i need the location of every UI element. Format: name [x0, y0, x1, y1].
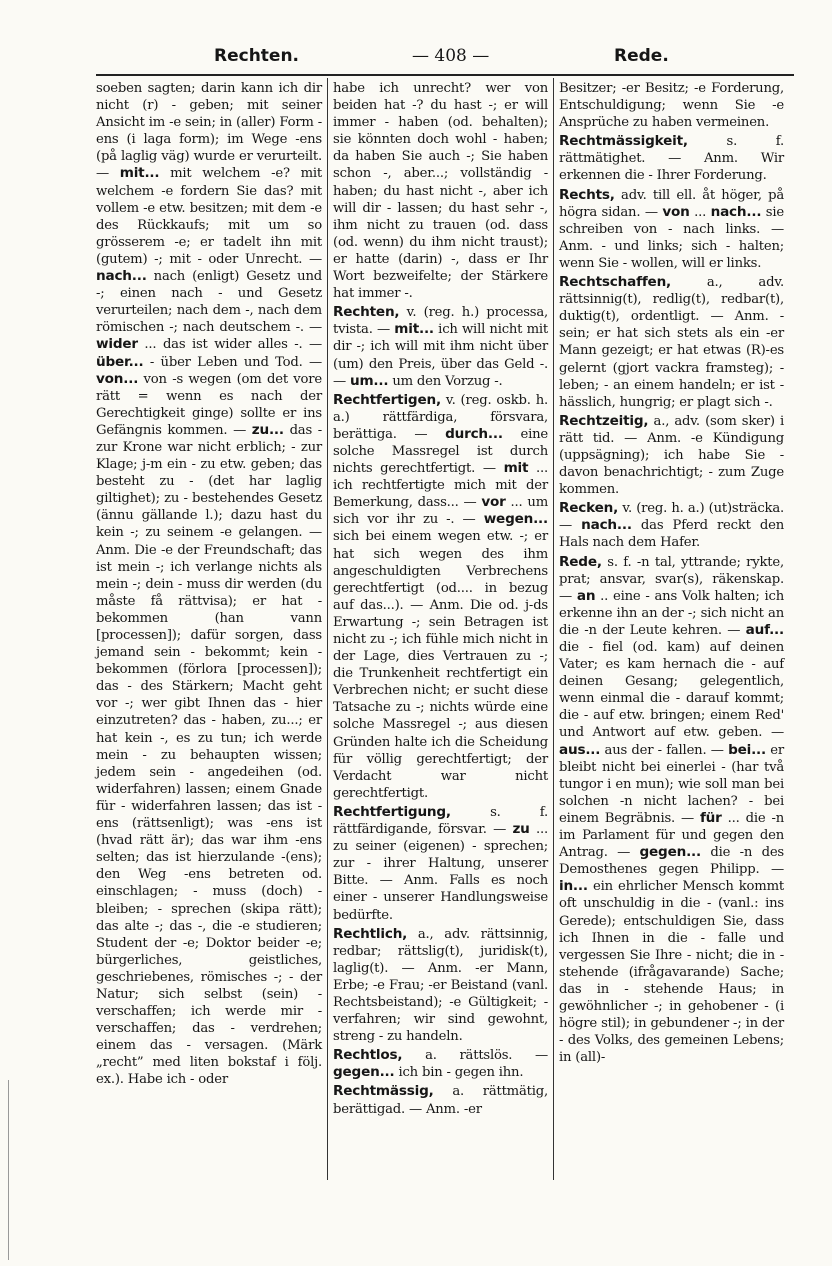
- preposition-keyword: nach...: [581, 517, 632, 534]
- body-text: ... zu seiner (eigenen) - sprechen; zur - ihrer Haltung, unserer Bitte. — Anm. Falls es noch einer - unserer Handlungsweise bedürfte.: [333, 822, 548, 923]
- dictionary-entry: [333, 926, 548, 1046]
- headword: Rechtfertigen,: [333, 391, 441, 408]
- definition-text: a., adv. rättsinnig, redbar; rättslig(t), juridisk(t), laglig(t). — Anm. -er Mann, Erbe; -e Frau; -er Beistand (vanl. Rechtsbeistand); -e Gültigkeit; - verfahren; wir sind gewohnt, streng - zu handeln.: [333, 926, 548, 1045]
- preposition-keyword: wegen...: [483, 511, 548, 528]
- header-right-word: Rede.: [614, 46, 669, 66]
- headword: Rechtmässigkeit,: [559, 133, 688, 150]
- body-text: nach (enligt) Gesetz und -; einen nach - und Gesetz verurteilen; nach dem -, nach dem römischen -; nach deutschem -. —: [96, 269, 322, 336]
- preposition-keyword: an: [576, 587, 596, 604]
- body-text: soeben sagten; darin kann ich dir nicht (r) - geben; mit seiner Ansicht im -e sein; in (aller) Form -ens (i laga form); im Wege -ens (på laglig väg) wurde er verurteilt. —: [96, 81, 322, 182]
- preposition-keyword: mit...: [119, 165, 160, 182]
- definition-text: adv. till ell. åt höger, på högra sidan. —: [559, 187, 784, 220]
- preposition-keyword: um...: [349, 372, 389, 389]
- body-text: er bleibt nicht bei einerlei - (har två tungor i en mun); wie soll man bei solchen -n nicht lachen? - bei einem Begräbnis. —: [559, 742, 785, 826]
- headword: Rechtfertigung,: [333, 803, 451, 820]
- headword: Recken,: [559, 500, 619, 517]
- body-text: ... die -n im Parlament für und gegen den Antrag. —: [559, 810, 784, 861]
- body-text: ich will nicht mit dir -; ich will mit ihm nicht über (um) den Preis, über das Geld -. —: [333, 322, 548, 389]
- definition-text: a. rättslös. —: [402, 1048, 548, 1064]
- entry-paragraph: [333, 80, 548, 302]
- preposition-keyword: bei...: [728, 741, 766, 758]
- preposition-keyword: in...: [559, 878, 588, 895]
- preposition-keyword: zu: [512, 821, 530, 838]
- body-text: ... das ist wider alles -. —: [137, 337, 322, 353]
- body-text: das - zur Krone war nicht erblich; - zur Klage; j-m ein - zu etw. geben; das besteht zu - (det har laglig giltighet); zu - bestehendes Gesetz (ännu gällande l.); dazu hast du kein -; zu seinem -e gelangen. — Anm. Die -e der Freundschaft; das ist mein -; ich verlange nichts als mein -; dein - muss dir werden (du måste få rättvisa); er hat - bekommen (han vann [processen]); dafür sorgen, dass jemand sein - bekommt; kein - bekommen (förlora [processen]); das - des Stärkern; Macht geht vor -; wer gibt Ihnen das - hier einzutreten? das - haben, zu...; er hat kein -, es zu tun; ich werde mein - zu behaupten wissen; jedem sein - angedeihen (od. widerfahren) lassen; einem Gnade für - widerfahren lassen; das ist -ens (rättsenligt); was -ens ist (hvad rätt är); das war ihm -ens selten; das ist hierzulande -(ens); den Weg -ens betreten od. einschlagen; - muss (doch) - bleiben; - sprechen (skipa rätt); das alte -; das -, die -e studieren; Student der -e; Doktor beider -e; bürgerliches, geistliches, geschriebenes, römisches -; - der Natur; sich selbst (sein) - verschaffen; ich werde mir - verschaffen; das - verdrehen; einem das - versagen.: [96, 422, 322, 1054]
- header-left-word: Rechten.: [214, 46, 300, 66]
- headword: Rede,: [559, 553, 602, 570]
- dictionary-entry: [559, 133, 784, 184]
- body-text: mit welchem -e? mit welchem -e fordern Sie das? mit vollem -e etw. besitzen; mit dem -e des Rückkaufs; mit um so grösserem -e; er tadelt ihn mit (gutem) -; mit - oder Unrecht. —: [96, 166, 322, 267]
- column-divider-2: [553, 78, 554, 1180]
- preposition-keyword: wider: [96, 336, 138, 353]
- headword: Rechtlich,: [333, 925, 408, 942]
- preposition-keyword: über...: [96, 353, 144, 370]
- body-text: sie schreiben von - nach links. — Anm. - und links; sich - halten; wenn Sie - wollen, will er links.: [559, 204, 784, 271]
- body-text: von -s wegen (om det vore rätt = wenn es nach der Gerechtigkeit ginge) sollte er ins Gefängnis kommen. —: [96, 371, 322, 438]
- dictionary-entry: [333, 392, 548, 802]
- body-text: .. eine - ans Volk halten; ich erkenne ihn an der -; sich nicht an die -n der Leute kehren. —: [559, 588, 784, 638]
- entry-paragraph: [559, 80, 784, 131]
- dictionary-entry: [333, 304, 548, 389]
- headword: Rechten,: [333, 304, 400, 321]
- definition-text: s. f. -n tal, yttrande; rykte, prat; ansvar, svar(s), räkenskap. —: [559, 554, 784, 604]
- dictionary-entry: [333, 804, 548, 924]
- column-3: [559, 80, 784, 1066]
- dictionary-entry: [559, 274, 784, 411]
- body-text: aus der - fallen. —: [600, 742, 729, 758]
- definition-text: v. (reg. h. a.) (ut)sträcka. —: [559, 501, 784, 534]
- preposition-keyword: nach...: [96, 268, 147, 285]
- dictionary-entry: [559, 187, 784, 272]
- preposition-keyword: gegen...: [333, 1064, 395, 1081]
- preposition-keyword: vor: [481, 494, 506, 511]
- definition-text: s. f. rättfärdigande, försvar. —: [333, 804, 548, 838]
- preposition-keyword: durch...: [445, 425, 503, 442]
- body-text: ... um sich vor ihr zu -. —: [333, 495, 548, 528]
- preposition-keyword: zu...: [251, 421, 284, 438]
- dictionary-entry: [559, 500, 784, 551]
- definition-text: a., adv. (som sker) i rätt tid. — Anm. -e Kündigung (uppsägning); ich habe Sie - davon benachrichtigt; - zum Zuge kommen.: [559, 413, 784, 498]
- body-text: um den Vorzug -.: [388, 373, 503, 389]
- column-2: [333, 80, 548, 1118]
- column-divider-1: [327, 78, 328, 1180]
- dictionary-entry: [559, 554, 784, 1067]
- body-text: habe ich unrecht? wer von beiden hat -? du hast -; er will immer - haben (od. behalten); sie könnten doch wohl - haben; da haben Sie auch -; Sie haben schon -, aber...; vollständig - haben; du hast nicht -, aber ich will dir - lassen; du hast sehr -, ihm nicht zu trauen (od. dass (od. wenn) du ihm nicht traust); er hatte (darin) -, dass er Ihr Wort bezweifelte; der Stärkere hat immer -.: [333, 81, 548, 302]
- column-1: [96, 80, 322, 1089]
- body-text: ...: [689, 204, 711, 220]
- body-text: die -n des Demosthenes gegen Philipp. —: [559, 845, 784, 878]
- definition-text: s. f. rättmätighet. — Anm. Wir erkennen die - Ihrer Forderung.: [559, 134, 784, 184]
- headword: Rechts,: [559, 186, 615, 203]
- entry-paragraph: [96, 80, 322, 1089]
- preposition-keyword: gegen...: [639, 844, 701, 861]
- body-text: ein ehrlicher Mensch kommt oft unschuldig in die - (vanl.: ins Gerede); entschuldigen Sie, dass ich Ihnen in die - falle und vergessen Sie Ihre - nicht; die in - stehende (ifrågavarande) Sache; das in - stehende Haus; in gewöhnlicher -; in gehobener - (i högre stil); in gebundener -; in der - des Volks, des gemeinen Lebens; in (all)-: [559, 879, 784, 1066]
- preposition-keyword: mit: [503, 460, 529, 477]
- definition-text: v. (reg. oskb. h. a.) rättfärdiga, försvara, berättiga. —: [333, 392, 548, 442]
- definition-text: v. (reg. h.) processa, tvista. —: [333, 305, 548, 338]
- dictionary-entry: [333, 1047, 548, 1081]
- preposition-keyword: aus...: [559, 741, 601, 758]
- preposition-keyword: von...: [96, 370, 139, 387]
- page-number: — 408 —: [412, 46, 490, 66]
- preposition-keyword: auf...: [745, 621, 784, 638]
- body-text: ich bin - gegen ihn.: [394, 1065, 524, 1081]
- headword: Rechtlos,: [333, 1047, 403, 1064]
- body-text: - über Leben und Tod. —: [143, 354, 322, 370]
- body-text: ... ich rechtfertigte mich mit der Bemerkung, dass... —: [333, 461, 548, 511]
- preposition-keyword: nach...: [710, 203, 762, 220]
- definition-text: a. rättmätig, berättigad. — Anm. -er: [333, 1084, 548, 1117]
- dictionary-entry: [333, 1083, 548, 1117]
- body-text: sich bei einem wegen etw. -; er hat sich wegen des ihm angeschuldigten Verbrechens gerechtfertigt (od.... in bezug auf das...). — Anm. Die od. j-ds Erwartung -; sein Betragen ist nicht zu -; ich fühle mich nicht in der Lage, dies Vertrauen zu -; die Trunkenheit rechtfertigt ein Verbrechen nicht; er sucht diese Tatsache zu -; nichts würde eine solche Massregel -; aus diesen Gründen halte ich die Scheidung für völlig gerechtfertigt; der Verdacht war nicht gerechtfertigt.: [333, 529, 548, 801]
- headword: Rechtmässig,: [333, 1083, 434, 1100]
- headword: Rechtzeitig,: [559, 412, 649, 429]
- headword: Rechtschaffen,: [559, 274, 672, 291]
- body-text: eine solche Massregel ist durch nichts gerechtfertigt. —: [333, 426, 549, 477]
- preposition-keyword: für: [699, 809, 722, 826]
- body-text: Besitzer; -er Besitz; -e Forderung, Entschuldigung; wenn Sie -e Ansprüche zu haben vermeinen.: [559, 81, 784, 131]
- body-text: die - fiel (od. kam) auf deinen Vater; es kam hernach die - auf deinen Gesang; gelegentlich, wenn einmal die - darauf kommt; die - auf etw. bringen; einem Red' und Antwort auf etw. geben. —: [559, 640, 784, 741]
- definition-text: a., adv. rättsinnig(t), redlig(t), redbar(t), duktig(t), ordentligt. — Anm. - sein; er hat sich stets als ein -er Mann gezeigt; er hat etwas (R)-es gelernt (gjort vackra framsteg); - leben; - an einem handeln; er ist - hässlich, hungrig; er plagt sich -.: [559, 275, 784, 410]
- page-header: [96, 46, 792, 72]
- header-rule: [96, 74, 794, 76]
- page-edge-mark: [8, 1080, 9, 1260]
- body-text: das Pferd reckt den Hals nach dem Hafer.: [559, 518, 785, 551]
- dictionary-entry: [559, 413, 784, 498]
- body-text: (Märk „recht” med liten bokstaf i följ. ex.). Habe ich - oder: [96, 1038, 322, 1088]
- preposition-keyword: mit...: [394, 321, 434, 338]
- preposition-keyword: von: [662, 203, 690, 220]
